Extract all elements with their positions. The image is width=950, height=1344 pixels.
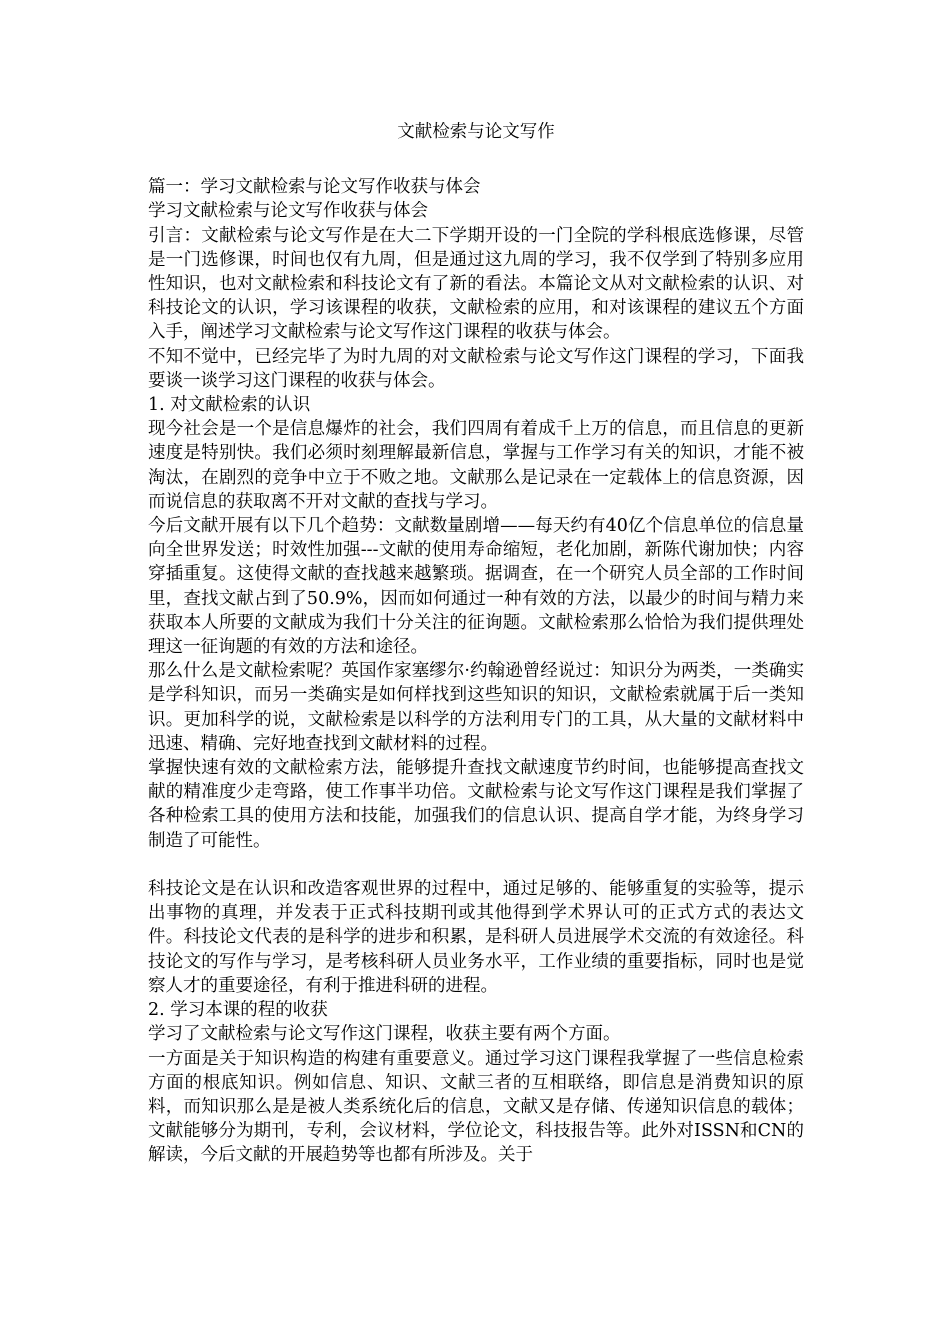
- section-2-heading: 2. 学习本课的程的收获: [148, 1000, 328, 1021]
- blank-line: [148, 853, 804, 877]
- article-title: 学习文献检索与论文写作收获与体会: [148, 201, 428, 222]
- paragraph-1: 不知不觉中，已经完毕了为时九周的对文献检索与论文写作这门课程的学习，下面我要谈一谈学习这门课程的收获与体会。: [148, 346, 804, 391]
- intro-paragraph: 引言：文献检索与论文写作是在大二下学期开设的一门全院的学科根底选修课，尽管是一门选修课，时间也仅有九周，但是通过这九周的学习，我不仅学到了特别多应用性知识，也对文献检索和科技论文有了新的看法。本篇论文从对文献检索的认识、对科技论文的认识，学习该课程的收获，文献检索的应用，和对该课程的建议五个方面入手，阐述学习文献检索与论文写作这门课程的收获与体会。: [148, 225, 804, 343]
- document-body: [148, 120, 804, 1168]
- chapter-heading: 篇一：学习文献检索与论文写作收获与体会: [148, 177, 481, 198]
- document-title: 文献检索与论文写作: [397, 122, 555, 142]
- paragraph-8: 一方面是关于知识构造的构建有重要意义。通过学习这门课程我掌握了一些信息检索方面的根底知识。例如信息、知识、文献三者的互相联络，即信息是消费知识的原料，而知识那么是是被人类系统化后的信息，文献又是存储、传递知识信息的载体；文献能够分为期刊，专利，会议材料，学位论文，科技报告等。此外对ISSN和CN的解读，今后文献的开展趋势等也都有所涉及。关于: [148, 1048, 804, 1166]
- paragraph-4: 那么什么是文献检索呢？英国作家塞缪尔·约翰逊曾经说过：知识分为两类，一类确实是学科知识，而另一类确实是如何样找到这些知识的知识，文献检索就属于后一类知识。更加科学的说，文献检索是以科学的方法利用专门的工具，从大量的文献材料中迅速、精确、完好地查找到文献材料的过程。: [148, 661, 804, 754]
- paragraph-2: 现今社会是一个是信息爆炸的社会，我们四周有着成千上万的信息，而且信息的更新速度是特别快。我们必须时刻理解最新信息，掌握与工作学习有关的知识，才能不被淘汰，在剧烈的竞争中立于不败之地。文献那么是记录在一定载体上的信息资源，因而说信息的获取离不开对文献的查找与学习。: [148, 419, 804, 512]
- paragraph-3: 今后文献开展有以下几个趋势：文献数量剧增——每天约有40亿个信息单位的信息量向全世界发送；时效性加强---文献的使用寿命缩短，老化加剧，新陈代谢加快；内容穿插重复。这使得文献的查找越来越繁琐。据调查，在一个研究人员全部的工作时间里，查找文献占到了50.9%，因而如何通过一种有效的方法，以最少的时间与精力来获取本人所要的文献成为我们十分关注的征询题。文献检索那么恰恰为我们提供理处理这一征询题的有效的方法和途径。: [148, 516, 804, 658]
- paragraph-5: 掌握快速有效的文献检索方法，能够提升查找文献速度节约时间，也能够提高查找文献的精准度少走弯路，使工作事半功倍。文献检索与论文写作这门课程是我们掌握了各种检索工具的使用方法和技能，加强我们的信息认识、提高自学才能，为终身学习制造了可能性。: [148, 758, 804, 851]
- paragraph-7: 学习了文献检索与论文写作这门课程，收获主要有两个方面。: [148, 1024, 621, 1045]
- paragraph-6: 科技论文是在认识和改造客观世界的过程中，通过足够的、能够重复的实验等，提示出事物的真理，并发表于正式科技期刊或其他得到学术界认可的正式方式的表达文件。科技论文代表的是科学的进步和积累，是科研人员进展学术交流的有效途径。科技论文的写作与学习，是考核科研人员业务水平，工作业绩的重要指标，同时也是觉察人才的重要途径，有利于推进科研的进程。: [148, 879, 804, 996]
- section-1-heading: 1. 对文献检索的认识: [148, 395, 311, 416]
